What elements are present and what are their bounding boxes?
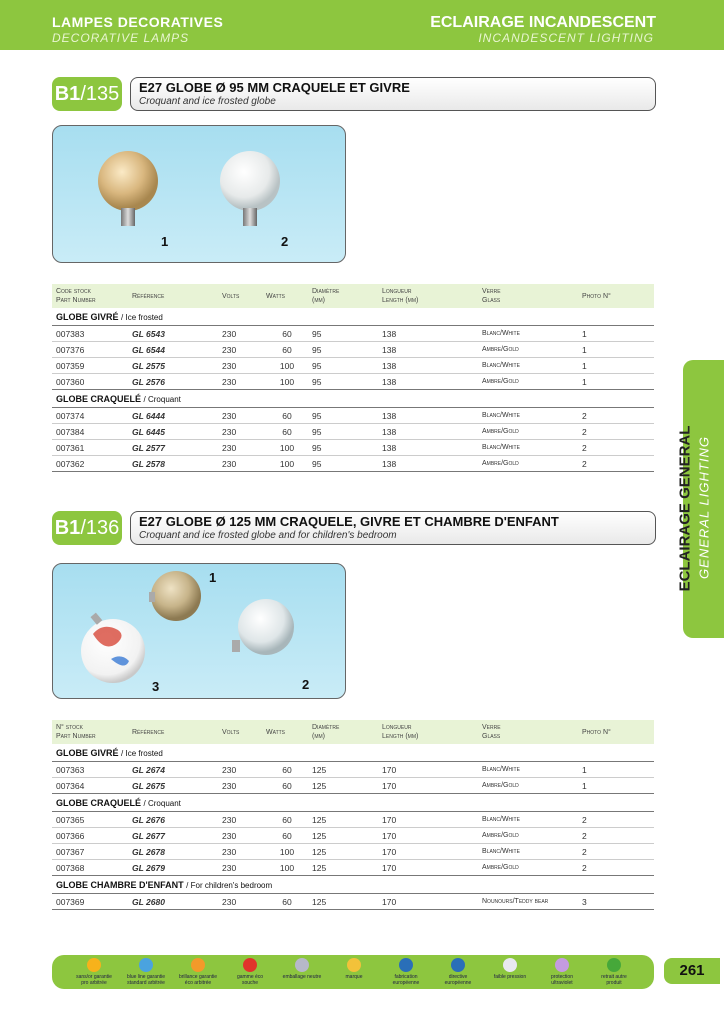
group-header	[52, 876, 654, 894]
table-row	[52, 374, 654, 390]
cell-diameter: 125	[308, 812, 378, 828]
cell-code: 007366	[52, 828, 128, 844]
cell-watts: 60	[262, 408, 308, 424]
cell-diameter: 125	[308, 762, 378, 778]
cell-reference: GL 2674	[128, 762, 218, 778]
col-volts: Volts	[218, 284, 262, 308]
group-subtitle: / Ice frosted	[121, 312, 163, 322]
cell-length: 138	[378, 424, 478, 440]
footer-feature-icon	[386, 958, 426, 986]
feature-badge-icon	[87, 958, 101, 972]
feature-badge-icon	[555, 958, 569, 972]
cell-volts: 230	[218, 408, 262, 424]
cell-watts: 100	[262, 844, 308, 860]
cell-reference: GL 2680	[128, 894, 218, 910]
cell-code: 007384	[52, 424, 128, 440]
cell-length: 170	[378, 894, 478, 910]
cell-code: 007362	[52, 456, 128, 472]
feature-label: fabrication européenne	[392, 974, 420, 986]
footer-feature-icon	[334, 958, 374, 980]
badge-number: /135	[80, 83, 120, 105]
cell-diameter: 95	[308, 424, 378, 440]
cell-photo: 2	[578, 860, 654, 876]
cell-volts: 230	[218, 326, 262, 342]
table-row	[52, 326, 654, 342]
cell-glass: Ambre/Gold	[478, 342, 578, 358]
cell-diameter: 125	[308, 894, 378, 910]
cell-code: 007368	[52, 860, 128, 876]
cell-length: 138	[378, 408, 478, 424]
cell-glass: Ambre/Gold	[478, 424, 578, 440]
cell-code: 007359	[52, 358, 128, 374]
group-subtitle: / Ice frosted	[121, 748, 163, 758]
cell-volts: 230	[218, 844, 262, 860]
footer-feature-icon	[282, 958, 322, 980]
cell-glass: Blanc/White	[478, 812, 578, 828]
section-title: E27 GLOBE Ø 125 MM CRAQUELE, GIVRE ET CHAMBRE D'ENFANT	[139, 514, 559, 529]
feature-badge-icon	[191, 958, 205, 972]
section-title: E27 GLOBE Ø 95 MM CRAQUELE ET GIVRE	[139, 80, 410, 95]
cell-photo: 2	[578, 424, 654, 440]
col-glass-en: Glass	[482, 733, 501, 740]
footer-feature-icon	[230, 958, 270, 986]
table-row	[52, 778, 654, 794]
cell-reference: GL 2576	[128, 374, 218, 390]
cell-diameter: 125	[308, 778, 378, 794]
col-code: N° stock	[56, 724, 83, 731]
cell-length: 138	[378, 374, 478, 390]
feature-badge-icon	[347, 958, 361, 972]
cell-photo: 1	[578, 342, 654, 358]
cell-photo: 2	[578, 828, 654, 844]
cell-volts: 230	[218, 424, 262, 440]
group-header	[52, 744, 654, 762]
cell-length: 170	[378, 828, 478, 844]
cell-watts: 60	[262, 894, 308, 910]
group-header	[52, 308, 654, 326]
cell-reference: GL 2577	[128, 440, 218, 456]
cell-length: 170	[378, 812, 478, 828]
cell-glass: Ambre/Gold	[478, 456, 578, 472]
table-row	[52, 342, 654, 358]
cell-code: 007369	[52, 894, 128, 910]
cell-photo: 1	[578, 762, 654, 778]
group-header	[52, 390, 654, 408]
cell-diameter: 95	[308, 456, 378, 472]
section-badge	[52, 77, 122, 111]
cell-photo: 2	[578, 812, 654, 828]
cell-photo: 2	[578, 440, 654, 456]
photo-label: 3	[152, 679, 160, 694]
bulb-amber	[98, 151, 158, 226]
cell-watts: 100	[262, 860, 308, 876]
cell-code: 007365	[52, 812, 128, 828]
feature-label: sans/or garantie pro arbitrée	[76, 974, 112, 986]
col-length-en: Length (mm)	[382, 733, 419, 740]
bulb-white	[220, 151, 280, 226]
cell-glass: Ambre/Gold	[478, 860, 578, 876]
spec-table-b1-135	[52, 284, 654, 472]
col-part: Part Number	[56, 297, 96, 304]
table-row	[52, 456, 654, 472]
badge-prefix: B1	[54, 517, 81, 539]
cell-code: 007383	[52, 326, 128, 342]
cell-photo: 2	[578, 408, 654, 424]
footer-icon-bar	[52, 955, 654, 989]
col-glass-en: Glass	[482, 297, 501, 304]
cell-photo: 1	[578, 358, 654, 374]
footer-feature-icon	[490, 958, 530, 980]
cell-length: 138	[378, 440, 478, 456]
cell-diameter: 95	[308, 440, 378, 456]
cell-photo: 1	[578, 326, 654, 342]
group-name: GLOBE GIVRÉ	[56, 747, 119, 758]
cell-code: 007363	[52, 762, 128, 778]
cell-watts: 100	[262, 440, 308, 456]
section-header-b1-135	[52, 77, 654, 111]
cell-length: 138	[378, 342, 478, 358]
photo-label: 1	[209, 570, 217, 585]
cell-length: 138	[378, 456, 478, 472]
feature-label: directive européenne	[444, 974, 472, 986]
side-tab-subtitle: GENERAL LIGHTING	[696, 436, 712, 579]
bulb-illustration	[53, 126, 345, 262]
col-diameter-unit: (mm)	[312, 733, 325, 740]
cell-volts: 230	[218, 440, 262, 456]
col-diameter-unit: (mm)	[312, 297, 325, 304]
cell-photo: 1	[578, 778, 654, 794]
feature-label: emballage neutre	[282, 974, 322, 980]
footer-feature-icon	[594, 958, 634, 986]
feature-badge-icon	[399, 958, 413, 972]
group-subtitle: / Croquant	[143, 394, 181, 404]
table-row	[52, 844, 654, 860]
group-header	[52, 794, 654, 812]
group-name: GLOBE CRAQUELÉ	[56, 797, 142, 808]
cell-glass: Blanc/White	[478, 326, 578, 342]
feature-label: faible pression	[493, 974, 527, 980]
cell-code: 007367	[52, 844, 128, 860]
cell-watts: 60	[262, 762, 308, 778]
cell-photo: 1	[578, 374, 654, 390]
table-row	[52, 812, 654, 828]
table-row	[52, 358, 654, 374]
section-badge	[52, 511, 122, 545]
feature-badge-icon	[503, 958, 517, 972]
cell-reference: GL 6444	[128, 408, 218, 424]
feature-label: blue line garantie standard arbitrée	[126, 974, 166, 986]
col-watts: Watts	[262, 720, 308, 744]
photo-label: 2	[281, 234, 289, 249]
bulb-teddy-bear	[81, 613, 145, 683]
cell-diameter: 125	[308, 828, 378, 844]
cell-volts: 230	[218, 374, 262, 390]
cell-code: 007374	[52, 408, 128, 424]
section-title-box	[130, 77, 656, 111]
bulb-amber	[149, 571, 201, 621]
table-row	[52, 762, 654, 778]
table-header	[52, 284, 654, 308]
cell-diameter: 95	[308, 408, 378, 424]
header-right-subtitle: INCANDESCENT LIGHTING	[478, 31, 654, 45]
header-left-subtitle: DECORATIVE LAMPS	[52, 31, 190, 45]
col-code: Code stock	[56, 288, 91, 295]
bulb-white	[232, 599, 294, 655]
col-volts: Volts	[218, 720, 262, 744]
cell-photo: 3	[578, 894, 654, 910]
cell-reference: GL 6445	[128, 424, 218, 440]
cell-diameter: 95	[308, 342, 378, 358]
cell-photo: 2	[578, 844, 654, 860]
side-tab-title: ECLAIRAGE GENERAL	[676, 425, 694, 592]
cell-reference: GL 2678	[128, 844, 218, 860]
cell-glass: Ambre/Gold	[478, 374, 578, 390]
feature-label: protection ultraviolet	[551, 974, 573, 986]
table-row	[52, 440, 654, 456]
col-reference: Référence	[128, 284, 218, 308]
header-right-title: ECLAIRAGE INCANDESCENT	[430, 14, 656, 31]
group-name: GLOBE CRAQUELÉ	[56, 393, 142, 404]
cell-code: 007364	[52, 778, 128, 794]
cell-glass: Ambre/Gold	[478, 828, 578, 844]
feature-badge-icon	[451, 958, 465, 972]
group-subtitle: / For children's bedroom	[186, 880, 273, 890]
cell-watts: 100	[262, 456, 308, 472]
cell-watts: 60	[262, 342, 308, 358]
cell-volts: 230	[218, 342, 262, 358]
cell-glass: Ambre/Gold	[478, 778, 578, 794]
footer-feature-icon	[542, 958, 582, 986]
cell-reference: GL 2675	[128, 778, 218, 794]
table-row	[52, 828, 654, 844]
cell-volts: 230	[218, 778, 262, 794]
cell-length: 138	[378, 358, 478, 374]
cell-diameter: 125	[308, 860, 378, 876]
feature-label: gamme éco souche	[236, 974, 264, 986]
footer-feature-icon	[74, 958, 114, 986]
table-row	[52, 894, 654, 910]
cell-length: 170	[378, 860, 478, 876]
col-glass: Verre	[482, 288, 501, 295]
footer-feature-icon	[126, 958, 166, 986]
group-subtitle: / Croquant	[143, 798, 181, 808]
cell-length: 170	[378, 778, 478, 794]
footer-feature-icon	[438, 958, 478, 986]
cell-code: 007360	[52, 374, 128, 390]
cell-reference: GL 2575	[128, 358, 218, 374]
cell-volts: 230	[218, 358, 262, 374]
cell-reference: GL 2677	[128, 828, 218, 844]
cell-diameter: 95	[308, 326, 378, 342]
side-category-tab	[676, 360, 724, 638]
cell-length: 170	[378, 762, 478, 778]
cell-length: 138	[378, 326, 478, 342]
cell-watts: 60	[262, 828, 308, 844]
page-header	[0, 0, 724, 50]
feature-badge-icon	[295, 958, 309, 972]
cell-watts: 100	[262, 358, 308, 374]
feature-badge-icon	[139, 958, 153, 972]
col-glass: Verre	[482, 724, 501, 731]
cell-watts: 100	[262, 374, 308, 390]
col-photo: Photo N°	[578, 284, 654, 308]
page-number: 261	[664, 958, 720, 984]
product-photo-1	[52, 125, 346, 263]
cell-glass: Blanc/White	[478, 358, 578, 374]
cell-glass: Blanc/White	[478, 762, 578, 778]
cell-code: 007361	[52, 440, 128, 456]
cell-glass: Blanc/White	[478, 440, 578, 456]
spec-table-b1-136	[52, 720, 654, 910]
cell-volts: 230	[218, 860, 262, 876]
cell-watts: 60	[262, 424, 308, 440]
cell-code: 007376	[52, 342, 128, 358]
header-left-title: LAMPES DECORATIVES	[52, 14, 224, 30]
table-row	[52, 860, 654, 876]
cell-watts: 60	[262, 778, 308, 794]
section-title-box	[130, 511, 656, 545]
feature-label: retrait autre produit	[601, 974, 627, 986]
section-subtitle: Croquant and ice frosted globe and for children's bedroom	[139, 530, 397, 541]
cell-glass: Blanc/White	[478, 408, 578, 424]
cell-volts: 230	[218, 828, 262, 844]
cell-reference: GL 2578	[128, 456, 218, 472]
feature-badge-icon	[243, 958, 257, 972]
cell-reference: GL 6543	[128, 326, 218, 342]
col-reference: Référence	[128, 720, 218, 744]
cell-reference: GL 2676	[128, 812, 218, 828]
cell-glass: Nounours/Teddy bear	[478, 894, 578, 910]
table-row	[52, 424, 654, 440]
footer-feature-icon	[178, 958, 218, 986]
cell-diameter: 95	[308, 358, 378, 374]
col-length-en: Length (mm)	[382, 297, 419, 304]
col-length: Longueur	[382, 724, 412, 731]
section-header-b1-136	[52, 511, 654, 545]
table-header	[52, 720, 654, 744]
cell-volts: 230	[218, 894, 262, 910]
cell-watts: 60	[262, 812, 308, 828]
table-row	[52, 408, 654, 424]
cell-diameter: 125	[308, 844, 378, 860]
cell-volts: 230	[218, 762, 262, 778]
cell-length: 170	[378, 844, 478, 860]
badge-prefix: B1	[54, 83, 81, 105]
product-photo-2	[52, 563, 346, 699]
cell-diameter: 95	[308, 374, 378, 390]
photo-label: 2	[302, 677, 310, 692]
cell-photo: 2	[578, 456, 654, 472]
col-watts: Watts	[262, 284, 308, 308]
feature-label: marque	[345, 974, 363, 980]
feature-label: brillance garantie éco arbitrée	[178, 974, 218, 986]
cell-reference: GL 2679	[128, 860, 218, 876]
group-name: GLOBE CHAMBRE D'ENFANT	[56, 879, 184, 890]
photo-label: 1	[161, 234, 169, 249]
col-diameter: Diamètre	[312, 288, 340, 295]
badge-number: /136	[80, 517, 120, 539]
feature-badge-icon	[607, 958, 621, 972]
col-length: Longueur	[382, 288, 412, 295]
cell-volts: 230	[218, 812, 262, 828]
cell-volts: 230	[218, 456, 262, 472]
col-photo: Photo N°	[578, 720, 654, 744]
cell-glass: Blanc/White	[478, 844, 578, 860]
section-subtitle: Croquant and ice frosted globe	[139, 96, 276, 107]
col-diameter: Diamètre	[312, 724, 340, 731]
group-name: GLOBE GIVRÉ	[56, 311, 119, 322]
cell-watts: 60	[262, 326, 308, 342]
cell-reference: GL 6544	[128, 342, 218, 358]
col-part: Part Number	[56, 733, 96, 740]
